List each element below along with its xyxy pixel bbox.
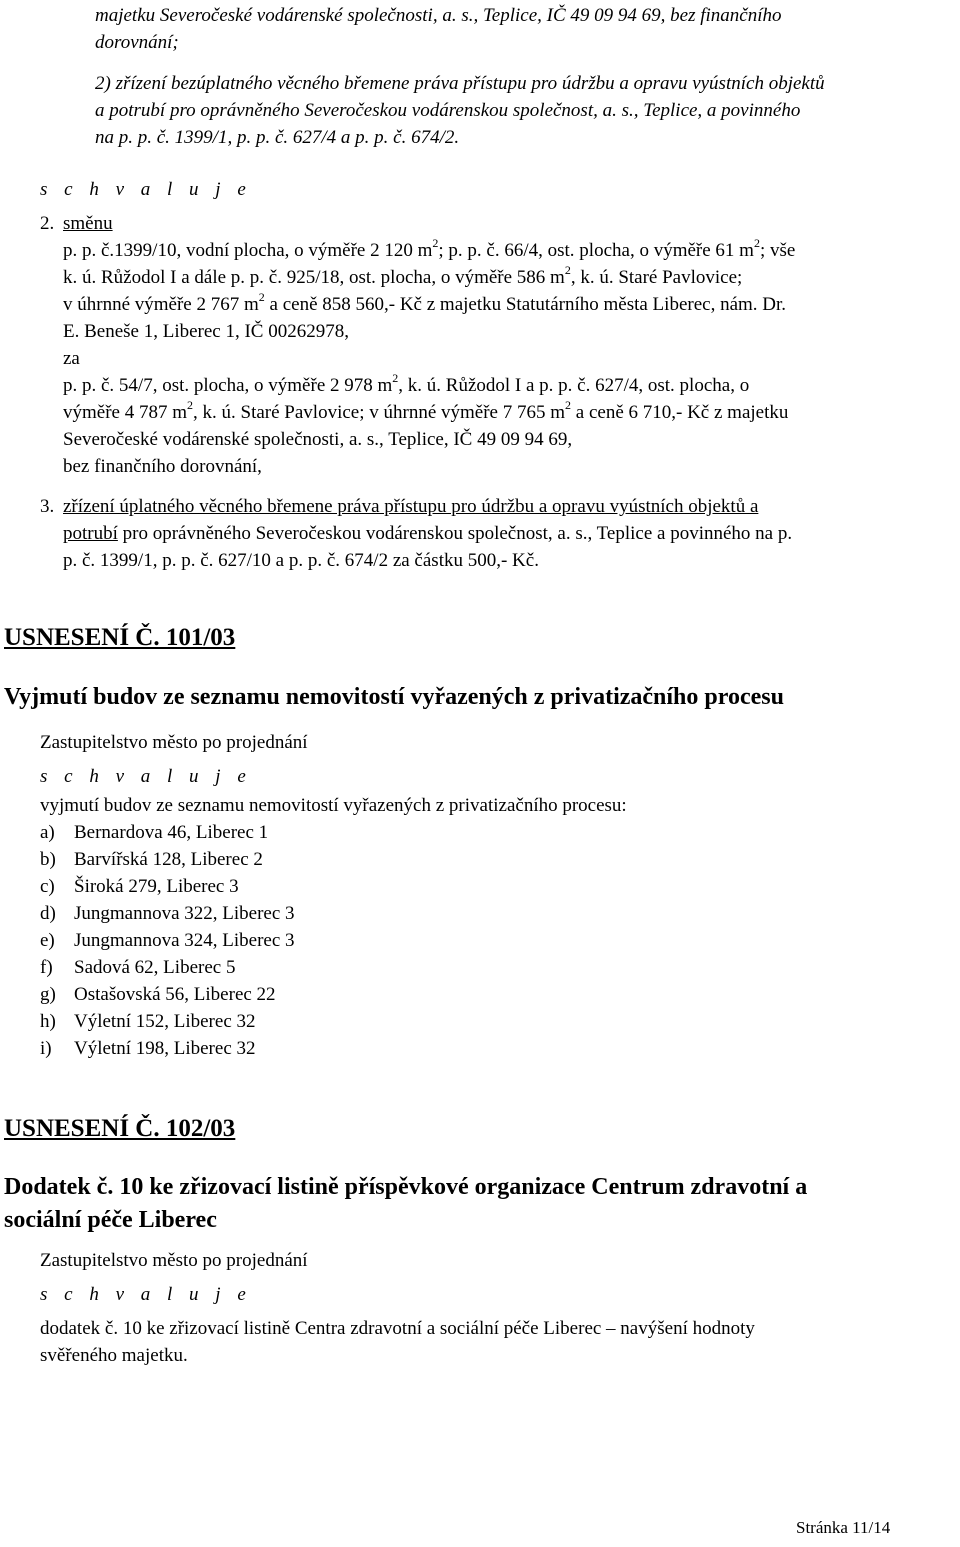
list-item bbox=[40, 873, 239, 900]
list-item-text: Sadová 62, Liberec 5 bbox=[74, 957, 236, 978]
list-item bbox=[40, 900, 295, 927]
list-item-text: Barvířská 128, Liberec 2 bbox=[74, 849, 263, 870]
list-item-text: Jungmannova 322, Liberec 3 bbox=[74, 903, 295, 924]
item-body-line bbox=[63, 453, 262, 480]
list-item bbox=[40, 1035, 256, 1062]
text-run: bez finančního dorovnání, bbox=[63, 456, 262, 477]
superscript: 2 bbox=[753, 235, 760, 250]
superscript: 2 bbox=[187, 397, 194, 412]
list-item-text: Ostašovská 56, Liberec 22 bbox=[74, 984, 276, 1005]
schvaluje-label: s c h v a l u j e bbox=[40, 179, 252, 200]
superscript: 2 bbox=[564, 262, 571, 277]
paragraph-text: na p. p. č. 1399/1, p. p. č. 627/4 a p. p. č. 674/2. bbox=[95, 127, 460, 148]
resolution-text: svěřeného majetku. bbox=[40, 1345, 188, 1366]
text-run: a ceně 6 710,- Kč z majetku bbox=[571, 402, 789, 423]
superscript: 2 bbox=[392, 370, 399, 385]
text-run: ; p. p. č. 66/4, ost. plocha, o výměře 61 m bbox=[438, 240, 754, 261]
underlined-text: potrubí bbox=[63, 523, 118, 544]
text-run: , k. ú. Staré Pavlovice; bbox=[570, 267, 743, 288]
list-item bbox=[40, 846, 263, 873]
resolution-text: vyjmutí budov ze seznamu nemovitostí vyřazených z privatizačního procesu: bbox=[40, 795, 627, 816]
item-body-line bbox=[63, 399, 788, 426]
text-run: za bbox=[63, 348, 80, 369]
list-item bbox=[40, 954, 235, 981]
list-item-text: Bernardova 46, Liberec 1 bbox=[74, 822, 269, 843]
item-text bbox=[63, 520, 792, 547]
item-body-line bbox=[63, 426, 572, 453]
item-title: směnu bbox=[63, 213, 113, 234]
item-text: p. č. 1399/1, p. p. č. 627/10 a p. p. č. 674/2 za částku 500,- Kč. bbox=[63, 550, 539, 571]
list-item-text: Výletní 198, Liberec 32 bbox=[74, 1038, 256, 1059]
item-text bbox=[63, 493, 758, 520]
item-number: 3. bbox=[40, 496, 55, 517]
text-run: p. p. č. 54/7, ost. plocha, o výměře 2 978 m bbox=[63, 375, 393, 396]
item-body-line bbox=[63, 264, 742, 291]
paragraph-text: dorovnání; bbox=[95, 32, 179, 53]
text-run: ; vše bbox=[759, 240, 796, 261]
underlined-text: zřízení úplatného věcného břemene práva přístupu pro údržbu a opravu vyústních objektů a bbox=[63, 496, 759, 517]
item-body-line bbox=[63, 237, 795, 264]
intro-text: Zastupitelstvo město po projednání bbox=[40, 1250, 308, 1271]
list-item-label: c) bbox=[40, 876, 55, 897]
resolution-title: Vyjmutí budov ze seznamu nemovitostí vyřazených z privatizačního procesu bbox=[4, 684, 784, 710]
superscript: 2 bbox=[258, 289, 265, 304]
list-item bbox=[40, 1008, 256, 1035]
text-run: a ceně 858 560,- Kč z majetku Statutárního města Liberec, nám. Dr. bbox=[264, 294, 787, 315]
page-number: Stránka 11/14 bbox=[796, 1518, 891, 1537]
list-item-label: f) bbox=[40, 957, 53, 978]
resolution-heading: USNESENÍ Č. 102/03 bbox=[4, 1115, 236, 1142]
list-item-label: d) bbox=[40, 903, 56, 924]
resolution-heading: USNESENÍ Č. 101/03 bbox=[4, 624, 236, 651]
text-run: v úhrnné výměře 2 767 m bbox=[63, 294, 259, 315]
item-body-line bbox=[63, 318, 349, 345]
text-run: p. p. č.1399/10, vodní plocha, o výměře 2 120 m bbox=[63, 240, 433, 261]
list-item bbox=[40, 819, 268, 846]
resolution-title: sociální péče Liberec bbox=[4, 1207, 217, 1233]
schvaluje-label: s c h v a l u j e bbox=[40, 1284, 252, 1305]
paragraph-text: 2) zřízení bezúplatného věcného břemene práva přístupu pro údržbu a opravu vyústních objektů bbox=[95, 73, 825, 94]
item-number: 2. bbox=[40, 213, 55, 234]
intro-text: Zastupitelstvo město po projednání bbox=[40, 732, 308, 753]
list-item bbox=[40, 981, 276, 1008]
resolution-text: dodatek č. 10 ke zřizovací listině Centra zdravotní a sociální péče Liberec – navýšení hodnoty bbox=[40, 1318, 755, 1339]
item-text-rest: pro oprávněného Severočeskou vodárenskou společnost, a. s., Teplice a povinného na p. bbox=[117, 523, 793, 544]
item-body-line bbox=[63, 345, 80, 372]
paragraph-text: a potrubí pro oprávněného Severočeskou vodárenskou společnost, a. s., Teplice, a povinného bbox=[95, 100, 801, 121]
text-run: , k. ú. Růžodol I a p. p. č. 627/4, ost. plocha, o bbox=[398, 375, 750, 396]
text-run: k. ú. Růžodol I a dále p. p. č. 925/18, ost. plocha, o výměře 586 m bbox=[63, 267, 565, 288]
superscript: 2 bbox=[432, 235, 439, 250]
list-item-text: Široká 279, Liberec 3 bbox=[74, 876, 239, 897]
list-item-label: b) bbox=[40, 849, 56, 870]
text-run: výměře 4 787 m bbox=[63, 402, 188, 423]
paragraph-text: majetku Severočeské vodárenské společnosti, a. s., Teplice, IČ 49 09 94 69, bez finančního bbox=[95, 5, 782, 26]
list-item bbox=[40, 927, 295, 954]
schvaluje-label: s c h v a l u j e bbox=[40, 766, 252, 787]
item-body-line bbox=[63, 291, 786, 318]
list-item-label: g) bbox=[40, 984, 56, 1005]
resolution-title: Dodatek č. 10 ke zřizovací listině příspěvkové organizace Centrum zdravotní a bbox=[4, 1174, 808, 1200]
list-item-label: i) bbox=[40, 1038, 52, 1059]
list-item-text: Jungmannova 324, Liberec 3 bbox=[74, 930, 295, 951]
item-body-line bbox=[63, 372, 749, 399]
list-item-label: e) bbox=[40, 930, 55, 951]
list-item-label: a) bbox=[40, 822, 55, 843]
text-run: E. Beneše 1, Liberec 1, IČ 00262978, bbox=[63, 321, 349, 342]
text-run: , k. ú. Staré Pavlovice; v úhrnné výměře 7 765 m bbox=[193, 402, 566, 423]
list-item-text: Výletní 152, Liberec 32 bbox=[74, 1011, 256, 1032]
list-item-label: h) bbox=[40, 1011, 56, 1032]
text-run: Severočeské vodárenské společnosti, a. s., Teplice, IČ 49 09 94 69, bbox=[63, 429, 573, 450]
superscript: 2 bbox=[565, 397, 572, 412]
